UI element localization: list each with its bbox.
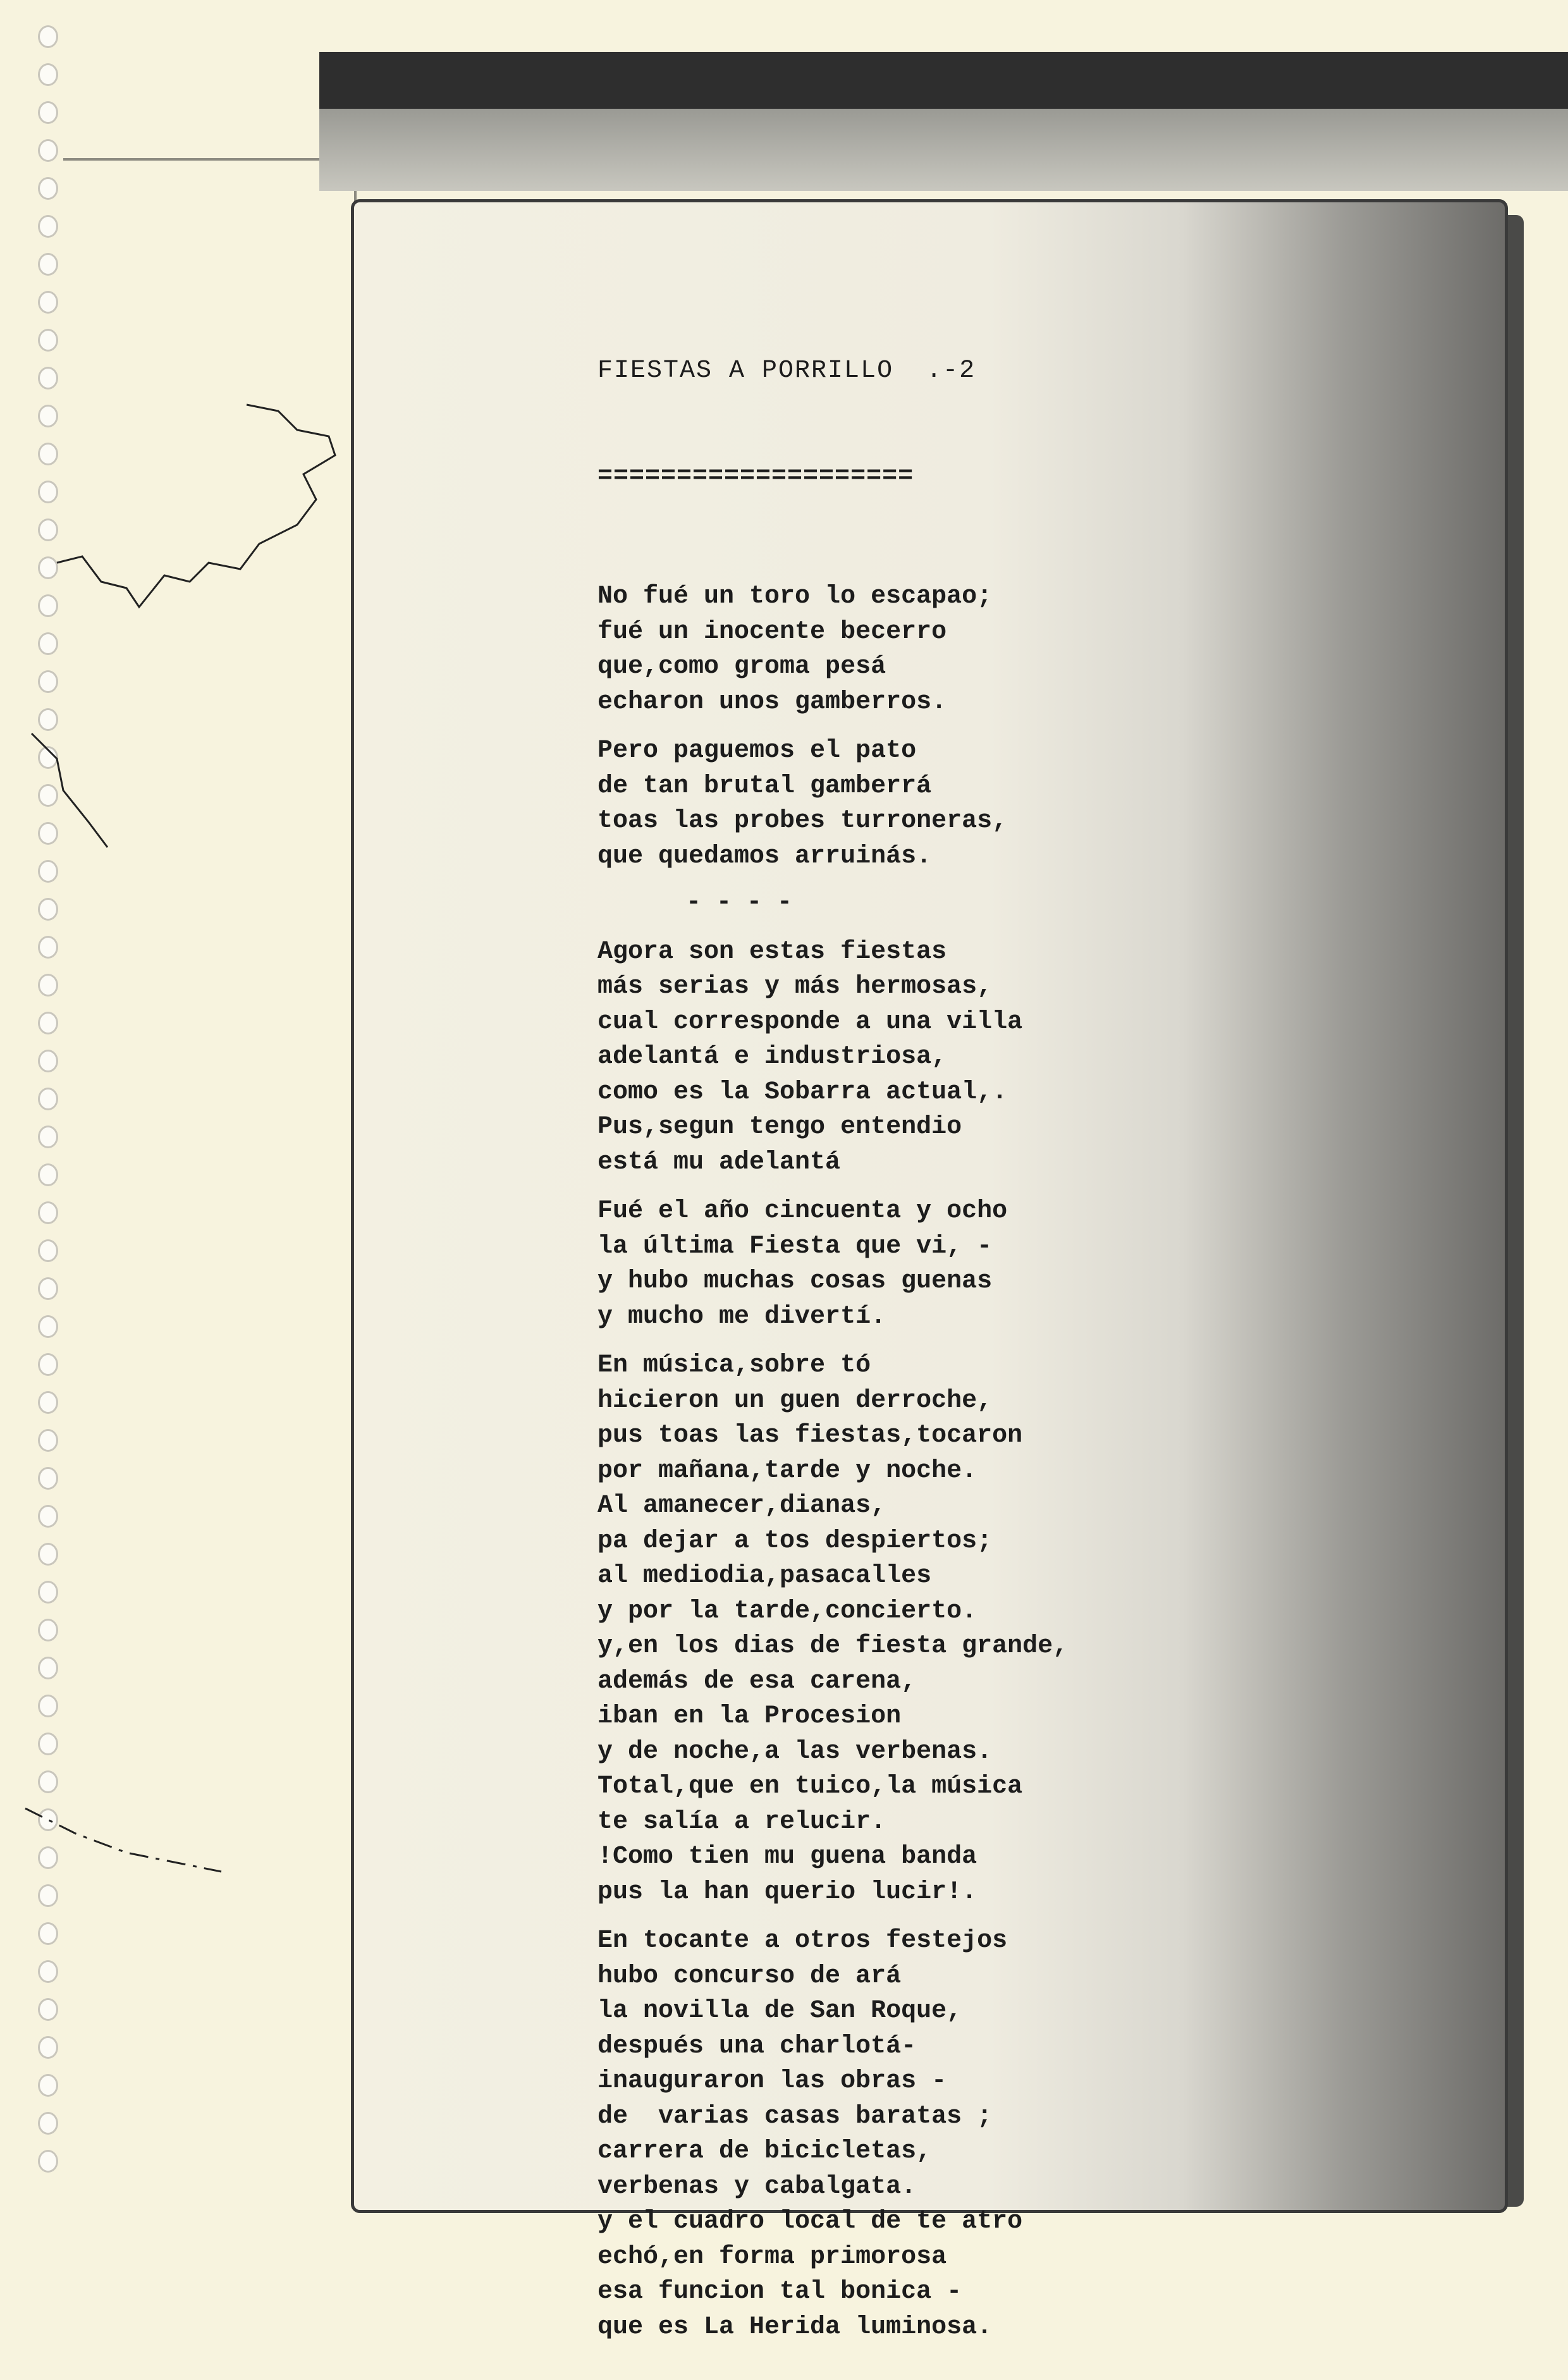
poem-line: está mu adelantá [597,1148,841,1177]
poem-line: esa funcion tal bonica - [597,2278,962,2306]
poem-line: y de noche,a las verbenas. [597,1737,993,1766]
poem-line: echaron unos gamberros. [597,687,947,716]
poem-line: de varias casas baratas ; [597,2102,993,2131]
poem-line: por mañana,tarde y noche. [597,1456,977,1485]
poem-line: que quedamos arruinás. [597,842,932,871]
poem-line: iban en la Procesion [597,1702,902,1731]
poem-line: toas las probes turroneras, [597,807,1008,835]
page-title: FIESTAS A PORRILLO .-2 [597,357,976,385]
poem-line: hubo concurso de ará [597,1961,902,1990]
poem-line: Pero paguemos el pato [597,737,917,765]
poem-line: y el cuadro local de te atro [597,2207,1023,2236]
poem-line: además de esa carena, [597,1667,917,1696]
poem-line: inauguraron las obras - [597,2067,947,2095]
poem-line: que es La Herida luminosa. [597,2312,993,2341]
stanza [597,733,1483,874]
poem-line: pus la han querio lucir!. [597,1877,977,1906]
poem-line: la novilla de San Roque, [597,1997,962,2025]
poem-line: hicieron un guen derroche, [597,1386,993,1415]
poem-line: pus toas las fiestas,tocaron [597,1421,1023,1450]
stanza [597,935,1483,1181]
title-underline: ==================== [597,462,914,491]
poem-line: En tocante a otros festejos [597,1927,1008,1955]
poem-line: y por la tarde,concierto. [597,1597,977,1626]
stanza [597,1923,1483,2345]
poem-line: de tan brutal gamberrá [597,771,932,800]
stanza [597,1194,1483,1334]
poem-line: fué un inocente becerro [597,617,947,646]
stanza [597,579,1483,720]
poem-line: verbenas y cabalgata. [597,2172,917,2201]
stanza-list [597,579,1483,2345]
poem-line: como es la Sobarra actual,. [597,1077,1008,1107]
poem-line: la última Fiesta que vi, - [597,1232,993,1261]
poem-line: y hubo muchas cosas guenas [597,1267,993,1296]
poem-line: después una charlotá- [597,2032,917,2061]
poem-line: echó,en forma primorosa [597,2242,947,2271]
poem-line: al mediodia,pasacalles [597,1562,932,1590]
poem-line: Al amanecer,dianas, [597,1492,886,1520]
poem-text [597,283,1483,2380]
poem-line: que,como groma pesá [597,653,886,681]
poem-line: carrera de bicicletas, [597,2137,932,2166]
poem-line: !Como tien mu guena banda [597,1843,977,1871]
poem-line: Agora son estas fiestas [597,937,947,966]
stanza [597,1348,1483,1910]
poem-line: y,en los dias de fiesta grande, [597,1632,1069,1660]
poem-line: te salía a relucir. [597,1807,886,1836]
poem-line: y mucho me divertí. [597,1302,886,1331]
poem-line: cual corresponde a una villa [597,1007,1023,1036]
poem-line: más serias y más hermosas, [597,972,993,1001]
poem-line: pa dejar a tos despiertos; [597,1526,993,1555]
poem-line: Fué el año cincuenta y ocho [597,1197,1008,1225]
poem-line: En música,sobre tó [597,1351,871,1380]
poem-line: No fué un toro lo escapao; [597,582,993,611]
poem-line: Pus,segun tengo entendio [597,1113,962,1141]
poem-line: adelantá e industriosa, [597,1043,947,1071]
poem-line: Total,que en tuico,la música [597,1772,1023,1801]
stanza-separator: - - - - [686,888,793,917]
